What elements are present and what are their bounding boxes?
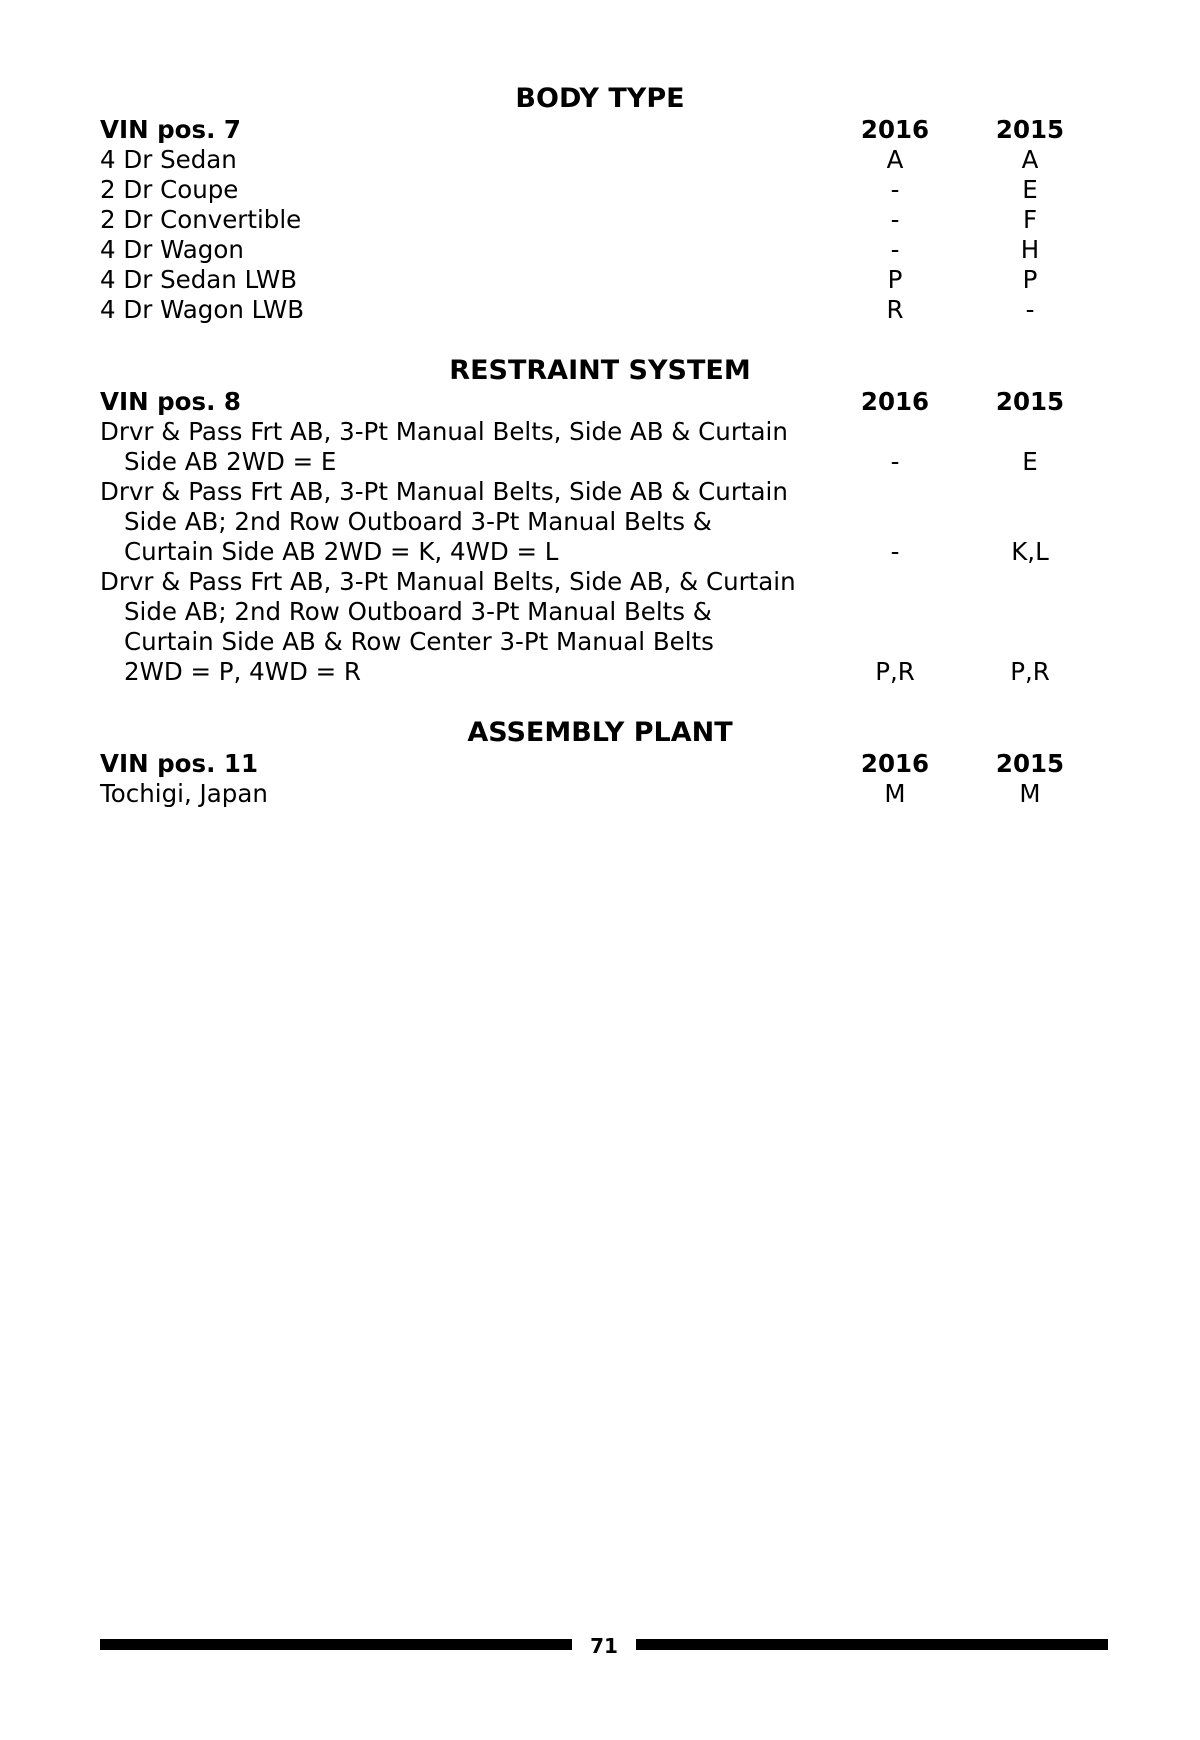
footer-rule-right — [636, 1639, 1108, 1650]
restraint-system-title: RESTRAINT SYSTEM — [449, 355, 751, 386]
restraint-system-vin-pos-label: VIN pos. 8 — [100, 387, 241, 416]
row-value-2016: R — [886, 295, 904, 324]
row-value-2016: P — [887, 265, 903, 294]
assembly-plant-vin-pos-label: VIN pos. 11 — [100, 749, 258, 778]
body-type-title: BODY TYPE — [515, 83, 685, 114]
row-value-2015: E — [1022, 447, 1038, 476]
body-type-vin-pos-label: VIN pos. 7 — [100, 115, 241, 144]
footer-rule-left — [100, 1639, 572, 1650]
row-value-2016: A — [886, 145, 904, 174]
page-number: 71 — [590, 1634, 618, 1658]
assembly-plant-year-2015-header: 2015 — [995, 749, 1065, 778]
row-label: 2 Dr Convertible — [100, 205, 302, 234]
row-label-line: Side AB; 2nd Row Outboard 3-Pt Manual Belts & — [124, 507, 712, 536]
row-value-2015: H — [1020, 235, 1040, 264]
row-label-line: 2WD = P, 4WD = R — [124, 657, 361, 686]
row-label: 4 Dr Wagon LWB — [100, 295, 305, 324]
row-value-2016: - — [890, 537, 900, 566]
row-label: 4 Dr Sedan — [100, 145, 237, 174]
body-type-year-2016-header: 2016 — [860, 115, 930, 144]
restraint-system-year-2015-header: 2015 — [995, 387, 1065, 416]
row-value-2015: P,R — [1010, 657, 1050, 686]
row-label-line: Drvr & Pass Frt AB, 3-Pt Manual Belts, Side AB & Curtain — [100, 417, 788, 446]
row-label: 4 Dr Sedan LWB — [100, 265, 298, 294]
row-value-2015: A — [1021, 145, 1039, 174]
assembly-plant-title: ASSEMBLY PLANT — [467, 717, 733, 748]
row-value-2016: - — [890, 447, 900, 476]
page-footer — [100, 1628, 1108, 1658]
restraint-system-year-2016-header: 2016 — [860, 387, 930, 416]
row-label-line: Curtain Side AB & Row Center 3-Pt Manual Belts — [124, 627, 714, 656]
row-label-line: Drvr & Pass Frt AB, 3-Pt Manual Belts, Side AB, & Curtain — [100, 567, 796, 596]
row-label: 4 Dr Wagon — [100, 235, 244, 264]
row-value-2015: M — [1019, 779, 1041, 808]
row-value-2015: F — [1022, 205, 1038, 234]
row-value-2016: - — [890, 175, 900, 204]
row-value-2016: - — [890, 205, 900, 234]
row-label-line: Curtain Side AB 2WD = K, 4WD = L — [124, 537, 559, 566]
row-value-2016: P,R — [875, 657, 915, 686]
body-type-year-2015-header: 2015 — [995, 115, 1065, 144]
row-value-2015: K,L — [1011, 537, 1049, 566]
assembly-plant-year-2016-header: 2016 — [860, 749, 930, 778]
row-label: Tochigi, Japan — [100, 779, 268, 808]
row-value-2016: M — [884, 779, 906, 808]
row-label-line: Side AB; 2nd Row Outboard 3-Pt Manual Belts & — [124, 597, 712, 626]
row-value-2015: - — [1025, 295, 1035, 324]
row-label-line: Side AB 2WD = E — [124, 447, 337, 476]
row-value-2016: - — [890, 235, 900, 264]
row-label: 2 Dr Coupe — [100, 175, 239, 204]
row-value-2015: P — [1022, 265, 1038, 294]
row-label-line: Drvr & Pass Frt AB, 3-Pt Manual Belts, Side AB & Curtain — [100, 477, 788, 506]
row-value-2015: E — [1022, 175, 1038, 204]
